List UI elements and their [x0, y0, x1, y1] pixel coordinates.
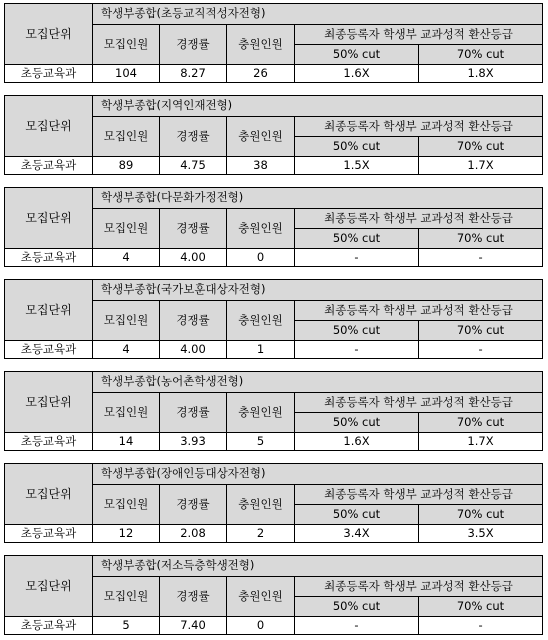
unit-cell: 초등교육과 — [5, 157, 93, 175]
recruit-cell: 12 — [93, 525, 160, 543]
table-row — [5, 341, 543, 359]
competition-cell: 4.00 — [160, 341, 227, 359]
cut70-cell: - — [419, 617, 543, 635]
unit-header: 모집단위 — [5, 188, 93, 249]
competition-cell: 4.75 — [160, 157, 227, 175]
cut50-header: 50% cut — [295, 137, 419, 157]
cut50-cell: - — [295, 341, 419, 359]
cut50-cell: 3.4X — [295, 525, 419, 543]
recruit-header: 모집인원 — [93, 117, 160, 157]
track-title: 학생부종합(장애인등대상자전형) — [93, 464, 543, 485]
table-row — [5, 525, 543, 543]
cut70-cell: 1.7X — [419, 157, 543, 175]
admission-table — [4, 279, 543, 359]
competition-cell: 3.93 — [160, 433, 227, 451]
track-title: 학생부종합(다문화가정전형) — [93, 188, 543, 209]
admission-table-block — [4, 463, 542, 543]
cut50-header: 50% cut — [295, 45, 419, 65]
grade-header: 최종등록자 학생부 교과성적 환산등급 — [295, 117, 543, 137]
unit-header: 모집단위 — [5, 4, 93, 65]
cut50-header: 50% cut — [295, 505, 419, 525]
unit-cell: 초등교육과 — [5, 617, 93, 635]
unit-header: 모집단위 — [5, 464, 93, 525]
track-title: 학생부종합(농어촌학생전형) — [93, 372, 543, 393]
cut70-header: 70% cut — [419, 597, 543, 617]
table-row — [5, 249, 543, 267]
recruit-header: 모집인원 — [93, 393, 160, 433]
extra-header: 충원인원 — [227, 209, 295, 249]
extra-cell: 26 — [227, 65, 295, 83]
cut50-header: 50% cut — [295, 413, 419, 433]
recruit-cell: 89 — [93, 157, 160, 175]
cut70-cell: 3.5X — [419, 525, 543, 543]
track-title: 학생부종합(저소득층학생전형) — [93, 556, 543, 577]
competition-header: 경쟁률 — [160, 301, 227, 341]
competition-header: 경쟁률 — [160, 25, 227, 65]
competition-cell: 4.00 — [160, 249, 227, 267]
cut50-header: 50% cut — [295, 597, 419, 617]
cut50-cell: - — [295, 617, 419, 635]
grade-header: 최종등록자 학생부 교과성적 환산등급 — [295, 301, 543, 321]
unit-cell: 초등교육과 — [5, 249, 93, 267]
extra-header: 충원인원 — [227, 25, 295, 65]
cut50-cell: 1.5X — [295, 157, 419, 175]
grade-header: 최종등록자 학생부 교과성적 환산등급 — [295, 25, 543, 45]
cut70-header: 70% cut — [419, 413, 543, 433]
recruit-cell: 14 — [93, 433, 160, 451]
cut70-header: 70% cut — [419, 45, 543, 65]
cut70-cell: - — [419, 249, 543, 267]
admission-table — [4, 187, 543, 267]
competition-header: 경쟁률 — [160, 485, 227, 525]
extra-cell: 38 — [227, 157, 295, 175]
recruit-header: 모집인원 — [93, 25, 160, 65]
unit-header: 모집단위 — [5, 96, 93, 157]
cut70-header: 70% cut — [419, 137, 543, 157]
unit-header: 모집단위 — [5, 372, 93, 433]
extra-header: 충원인원 — [227, 485, 295, 525]
cut50-cell: - — [295, 249, 419, 267]
admission-table — [4, 555, 543, 635]
admission-table — [4, 95, 543, 175]
table-row — [5, 617, 543, 635]
grade-header: 최종등록자 학생부 교과성적 환산등급 — [295, 485, 543, 505]
grade-header: 최종등록자 학생부 교과성적 환산등급 — [295, 577, 543, 597]
extra-cell: 1 — [227, 341, 295, 359]
admission-table — [4, 463, 543, 543]
competition-cell: 8.27 — [160, 65, 227, 83]
recruit-cell: 4 — [93, 341, 160, 359]
admission-table-block — [4, 3, 542, 83]
extra-header: 충원인원 — [227, 393, 295, 433]
track-title: 학생부종합(국가보훈대상자전형) — [93, 280, 543, 301]
extra-header: 충원인원 — [227, 117, 295, 157]
competition-cell: 7.40 — [160, 617, 227, 635]
unit-header: 모집단위 — [5, 280, 93, 341]
admission-table-block — [4, 555, 542, 635]
grade-header: 최종등록자 학생부 교과성적 환산등급 — [295, 393, 543, 413]
extra-header: 충원인원 — [227, 301, 295, 341]
extra-cell: 0 — [227, 249, 295, 267]
table-row — [5, 65, 543, 83]
cut70-header: 70% cut — [419, 505, 543, 525]
competition-header: 경쟁률 — [160, 393, 227, 433]
extra-cell: 5 — [227, 433, 295, 451]
recruit-header: 모집인원 — [93, 577, 160, 617]
track-title: 학생부종합(지역인재전형) — [93, 96, 543, 117]
competition-cell: 2.08 — [160, 525, 227, 543]
cut50-cell: 1.6X — [295, 65, 419, 83]
cut50-cell: 1.6X — [295, 433, 419, 451]
competition-header: 경쟁률 — [160, 577, 227, 617]
recruit-header: 모집인원 — [93, 209, 160, 249]
admission-table-block — [4, 371, 542, 451]
admission-table — [4, 371, 543, 451]
admission-table-block — [4, 187, 542, 267]
unit-cell: 초등교육과 — [5, 433, 93, 451]
recruit-header: 모집인원 — [93, 301, 160, 341]
extra-cell: 2 — [227, 525, 295, 543]
recruit-header: 모집인원 — [93, 485, 160, 525]
cut70-cell: - — [419, 341, 543, 359]
extra-cell: 0 — [227, 617, 295, 635]
recruit-cell: 5 — [93, 617, 160, 635]
grade-header: 최종등록자 학생부 교과성적 환산등급 — [295, 209, 543, 229]
competition-header: 경쟁률 — [160, 209, 227, 249]
unit-cell: 초등교육과 — [5, 341, 93, 359]
recruit-cell: 4 — [93, 249, 160, 267]
track-title: 학생부종합(초등교직적성자전형) — [93, 4, 543, 25]
competition-header: 경쟁률 — [160, 117, 227, 157]
table-row — [5, 157, 543, 175]
unit-cell: 초등교육과 — [5, 525, 93, 543]
extra-header: 충원인원 — [227, 577, 295, 617]
recruit-cell: 104 — [93, 65, 160, 83]
cut50-header: 50% cut — [295, 229, 419, 249]
cut70-cell: 1.7X — [419, 433, 543, 451]
cut70-cell: 1.8X — [419, 65, 543, 83]
unit-cell: 초등교육과 — [5, 65, 93, 83]
cut70-header: 70% cut — [419, 321, 543, 341]
admission-table-block — [4, 95, 542, 175]
cut50-header: 50% cut — [295, 321, 419, 341]
table-row — [5, 433, 543, 451]
cut70-header: 70% cut — [419, 229, 543, 249]
admission-table-block — [4, 279, 542, 359]
admission-table — [4, 3, 543, 83]
unit-header: 모집단위 — [5, 556, 93, 617]
